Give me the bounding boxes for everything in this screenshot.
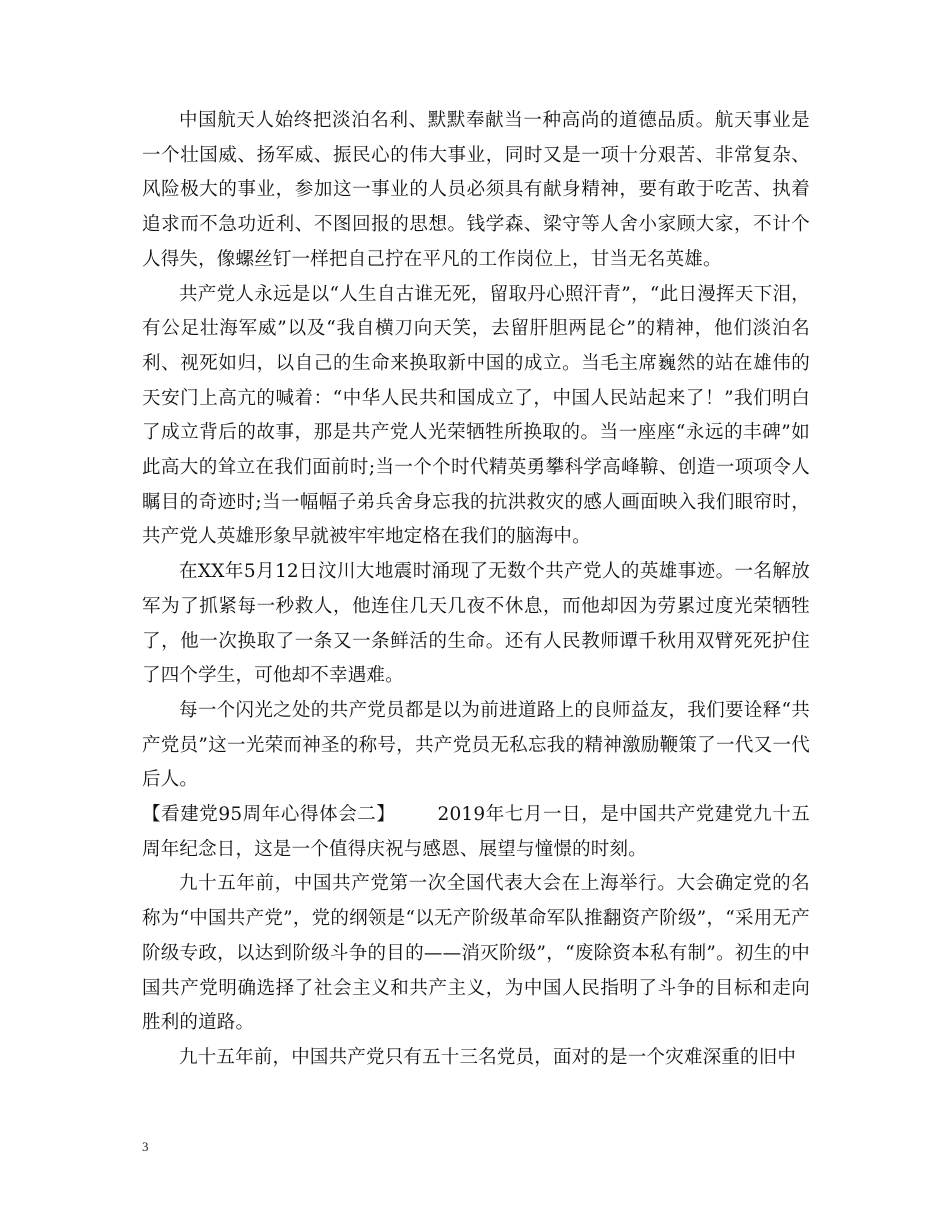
- paragraph-aerospace-spirit: 中国航天人始终把淡泊名利、默默奉献当一种高尚的道德品质。航天事业是一个壮国威、扬军威、振民心的伟大事业，同时又是一项十分艰苦、非常复杂、风险极大的事业，参加这一事业的人员必须具有献身精神，要有敢于吃苦、执着追求而不急功近利、不图回报的思想。钱学森、梁守等人舍小家顾大家，不计个人得失，像螺丝钉一样把自己拧在平凡的工作岗位上，甘当无名英雄。: [142, 110, 810, 270]
- document-page: [142, 104, 810, 1076]
- page-number: 3: [142, 1139, 149, 1154]
- section-intro: 2019年七月一日，是中国共产党建党九十五周年纪念日，这是一个值得庆祝与感恩、展望与憧憬的时刻。: [142, 804, 810, 860]
- section-two: [142, 798, 810, 867]
- paragraph-communist-heroes: 共产党人永远是以“人生自古谁无死，留取丹心照汗青”，“此日漫挥天下泪，有公足壮海军威”以及“我自横刀向天笑，去留肝胆两昆仑”的精神，他们淡泊名利、视死如归，以自己的生命来换取新中国的成立。当毛主席巍然的站在雄伟的天安门上高亢的喊着：“中华人民共和国成立了，中国人民站起来了！”我们明白了成立背后的故事，那是共产党人光荣牺牲所换取的。当一座座“永远的丰碑”如此高大的耸立在我们面前时;当一个个时代精英勇攀科学高峰鞥、创造一项项令人瞩目的奇迹时;当一幅幅子弟兵舍身忘我的抗洪救灾的感人画面映入我们眼帘时，共产党人英雄形象早就被牢牢地定格在我们的脑海中。: [142, 283, 810, 548]
- section-heading: 【看建党95周年心得体会二】: [142, 804, 396, 826]
- paragraph-first-congress: 九十五年前，中国共产党第一次全国代表大会在上海举行。大会确定党的名称为“中国共产党”，党的纲领是“以无产阶级革命军队推翻资产阶级”，“采用无产阶级专政，以达到阶级斗争的目的——消灭阶级”，“废除资本私有制”。初生的中国共产党明确选择了社会主义和共产主义，为中国人民指明了斗争的目标和走向胜利的道路。: [142, 873, 810, 1034]
- paragraph-fifty-three-members: 九十五年前，中国共产党只有五十三名党员，面对的是一个灾难深重的旧中: [179, 1046, 797, 1068]
- paragraph-party-members: 每一个闪光之处的共产党员都是以为前进道路上的良师益友，我们要诠释“共产党员”这一光荣而神圣的称号，共产党员无私忘我的精神激励鞭策了一代又一代后人。: [142, 699, 810, 791]
- paragraph-wenchuan-earthquake: 在XX年5月12日汶川大地震时涌现了无数个共产党人的英雄事迹。一名解放军为了抓紧每一秒救人，他连住几天几夜不休息，而他却因为劳累过度光荣牺牲了，他一次换取了一条又一条鲜活的生命。还有人民教师谭千秋用双臂死死护住了四个学生，可他却不幸遇难。: [142, 561, 810, 687]
